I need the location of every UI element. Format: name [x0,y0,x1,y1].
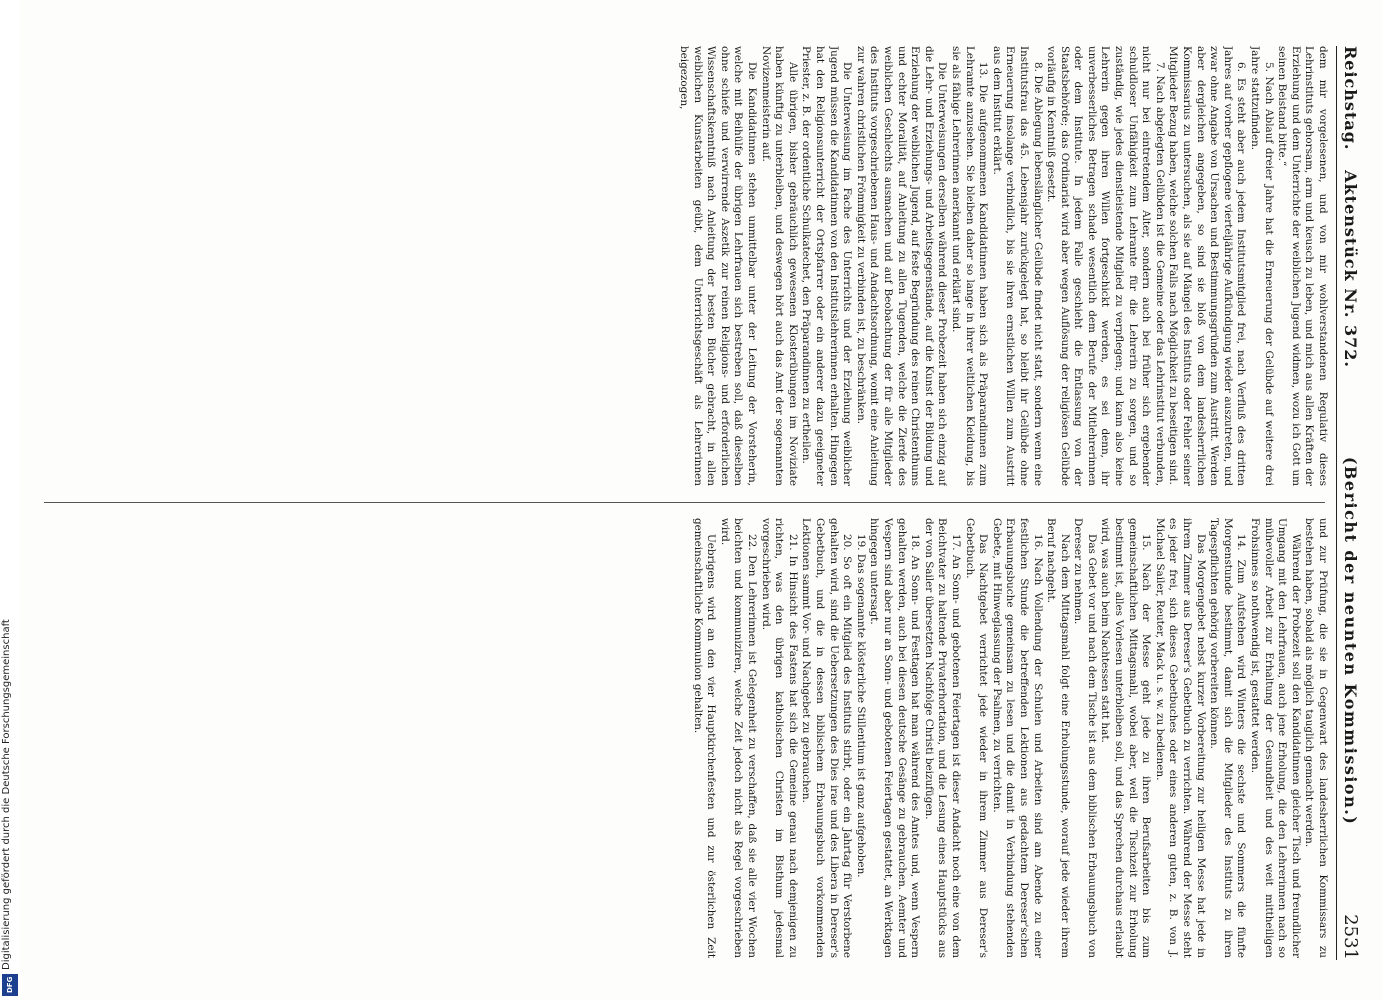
paragraph: 21. In Hinsicht des Fastens hat sich die Gemeine genau nach demjenigen zu richten, was den übrigen katholischen Christen im Bisthum jedesmal vorgeschrieben wird. [759,518,799,958]
paragraph: 14. Zum Aufstehen wird Winters die sechste und Sommers die fünfte Morgenstunde bestimmt, damit sich die Mitglieder des Instituts zu ihren Tagespflichten gehörig vorbereiten können. [1208,518,1248,958]
paragraph: und zur Prüfung, die sie in Gegenwart des landesherrlichen Kommissars zu bestehen haben, sobald als möglich tauglich gemacht werden. [1303,518,1329,958]
text-column-right [38,518,1329,958]
dfg-logo-icon: DFG [2,974,18,996]
paragraph: 16. Nach Vollendung der Schulen und Arbeiten sind am Abende zu einer festlichen Stunde die betreffenden Lektionen aus gedachtem Dereser'schen Erbauungsbuche gemeinsam zu lesen und die damit in Verbindung stehenden Gebete, mit Hinweglassung der Psalmen, zu verrichten. [990,518,1044,958]
paragraph: 20. So oft ein Mitglied des Instituts stirbt, oder ein Jahrtag für Verstorbene gehalten wird, sind die Uebersetzungen des Dies irae und des Libera in Dereser's Gebetbuch, und die in dessen biblischem Erbauungsbuch vorkommenden Lektionen sammt Vor- und Nachgebet zu gebrauchen. [800,518,854,958]
paragraph: Das Gebet vor und nach dem Tische ist aus dem biblischen Erbauungsbuch von Dereser zu nehmen. [1072,518,1098,958]
text-column-left [38,46,1329,486]
paragraph: Uebrigens wird an den vier Hauptkirchenfesten und zur österlichen Zeit gemeinschaftliche Kommunion gehalten. [691,518,718,958]
paragraph: Das Nachtgebet verrichtet jede wieder in ihrem Zimmer aus Dereser's Gebetbuch. [963,518,990,958]
header-document-number: Aktenstück Nr. 372. [1341,170,1361,368]
header-center: (Bericht der neunten Kommission.) [1341,456,1361,826]
paragraph: Während der Probezeit soll den Kandidatinnen gleicher Tisch und freundlicher Umgang mit den Lehrfrauen, auch jene Erholung, die den Lehrerinnen nach so mühevoller Arbeit zur Erhaltung der Gesundheit und des weit mittheiligen Frohsinnes so nothwendig ist, gestattet werden. [1249,518,1302,958]
paragraph: 18. An Sonn- und Festtagen hat man während des Amtes und, wenn Vespern gehalten werden, auch bei diesen deutsche Gesänge zu gebrauchen. Aemter und Vespern sind aber nur an Sonn- und gebotenen Feiertagen gestattet, an Werktagen hingegen untersagt. [868,518,922,958]
paragraph: 17. An Sonn- und gebotenen Feiertagen ist dieser Andacht noch eine von dem Beichtvater zu haltende Privaterhortation, und die Lesung eines Hauptstücks aus der von Sailer übersetzten Nachfolge Christi beizufügen. [922,518,962,958]
paragraph: 8. Die Ablegung lebenslänglicher Gelübde findet nicht statt, sondern wenn eine Institutsfrau das 45. Lebensjahr zurückgelegt hat, so bleibt ihr Gelübde ohne Erneuerung insolange verbindlich, bis sie ihren ernstlichen Willen zum Austritt aus dem Institut erklärt. [990,46,1044,486]
paragraph: 5. Nach Ablauf dreier Jahre hat die Erneuerung der Gelübde auf weitere drei Jahre stattzufinden. [1249,46,1275,486]
document-page [20,0,1383,1000]
paragraph: Das Morgengebet nebst kurzer Vorbereitung zur heiligen Messe hat jede in ihrem Zimmer aus Dereser's Gebetbuch zu verrichten. Während der Messe steht es jeder frei, sich dieses Gebetbuches oder eines anderen guten, z. B. von J. Michael Sailer, Reuter, Mack u. s. w. zu bedienen. [1153,518,1207,958]
credit-text: Digitalisierung gefördert durch die Deutsche Forschungsgemeinschaft [1,619,12,970]
column-divider [44,502,1325,503]
paragraph: 19. Das sogenannte klösterliche Stillentium ist ganz aufgehoben. [854,534,867,878]
page-header [1336,46,1365,960]
digitization-credit [0,0,20,1000]
paragraph: 7. Nach abgelegten Gelübden ist die Gemeine oder das Lehrinstitut verbunden, nicht nur bei eintretendem Alter, sondern auch bei früher sich ergebender schuldloser Unfähigkeit zum Lehramte für die Lehrerin zu sorgen, und so zuständig, wie jedes dienstleistende Mitglied zu verpflegen; und kann also keine Lehrerin gegen ihren Willen fortgeschickt werden, es sei denn, ihr unverbesserliches Betragen schade wesentlich dem Berufe der Mitlehrerinnen oder dem Institute. In jedem Falle geschieht die Entlassung von der Staatsbehörde; das Ordinariat wird aber wegen Auflösung der religiösen Gelübde vorläufig in Kenntniß gesetzt. [1045,46,1166,486]
paragraph: Nach dem Mittagsmahl folgt eine Erholungsstunde, worauf jede wieder ihrem Beruf nachgeht. [1045,518,1071,958]
paragraph: dem mir vorgelesenen, und von mir wohlverstandenen Regulativ dieses Lehrinstituts gehorsam, arm und keusch zu leben, und mich aus allen Kräften der Erziehung und dem Unterrichte der weiblichen Jugend widmen, wozu ich Gott um seinen Beistand bitte.“ [1276,46,1329,486]
paragraph: 6. Es steht aber auch jedem Institutsmitglied frei, nach Verfluß des dritten Jahres auf vorher gepflogene vierteljährige Aufkündigung wieder auszutreten, und zwar ohne Angabe von Ursachen und Bestimmungsgründen zum Austritt. Werden aber dergleichen angegeben, so sind sie bloß von dem landesherrlichen Kommissarius zu untersuchen, als sie auf Mängel des Instituts oder Fehler seiner Mitglieder Bezug haben, welche solchen Falls nach Möglichkeit zu beseitigen sind. [1167,46,1248,486]
paragraph: 22. Den Lehrerinnen ist Gelegenheit zu verschaffen, daß sie alle vier Wochen beichten und kommuniziren, welche Zeit jedoch nicht als Regel vorgeschrieben wird. [718,518,759,958]
paragraph: 13. Die aufgenommenen Kandidatinnen haben sich als Präparandinnen zum Lehramte anzusehen. Sie bleiben daher so lange in ihrer weltlichen Kleidung, bis sie als fähige Lehrerinnen anerkannt und erklärt sind. [949,46,990,486]
paragraph: Die Unterweisungen derselben während dieser Probezeit haben sich einzig auf die Lehr- und Erziehungs- und Arbeitsgegenstände, auf die Kunst der Bildung und Erziehung der weiblichen Jugend, auf feste Begründung des reinen Christenthums und echter Moralität, auf Anleitung zu allen Tugenden, welche die Zierde des weiblichen Geschlechts ausmachen und auf Beobachtung der für alle Mitglieder des Instituts vorgeschriebenen Haus- und Andachtsordnung, womit eine Anleitung zur wahren christlichen Frömmigkeit zu verbinden ist, zu beschränken. [854,46,949,486]
paragraph: Die Kandidatinnen stehen unmittelbar unter der Leitung der Vorsteherin, welche mit Beihülfe der übrigen Lehrfrauen sich bestreben soll, daß dieselben ohne schiefe und verwirrende Aszetik zur reinen Religions- und erforderlichen Wissenschaftskenntniß nach Anleitung der besten Bücher gebracht, in allen weiblichen Kunstarbeiten geübt, dem Unterrichtsgeschäft als Lehrerinnen beigezogen, [678,46,759,486]
page-number: 2531 [1340,914,1362,960]
paragraph: 15. Nach der Messe geht jede zu ihren Berufsarbeiten bis zum gemeinschaftlichen Mittagsmahl, wobei aber, weil die Tischzeit zur Erholung bestimmt ist, alles Vorlesen unterbleiben soll, und das Sprechen durchaus erlaubt wird, was auch beim Nachtessen statt hat. [1099,518,1153,958]
header-left: Reichstag. Aktenstück Nr. 372. [1341,46,1361,368]
paragraph: Die Unterweisung im Fache des Unterrichts und der Erziehung weiblicher Jugend müssen die Kandidatinnen von den Institutslehrerinnen erhalten. Hingegen hat den Religionsunterricht der Ortspfarrer oder ein anderer dazu geeigneter Priester, z. B. der ordentliche Schulkatechet, den Präparandinnen zu ertheilen. [800,46,854,486]
paragraph: Alle übrigen, bisher gebräuchlich gewesenen Klosterübungen im Noviziate haben künftig zu unterbleiben, und deswegen hört auch das Amt der sogenannten Novizenmeisterin auf. [759,46,799,486]
